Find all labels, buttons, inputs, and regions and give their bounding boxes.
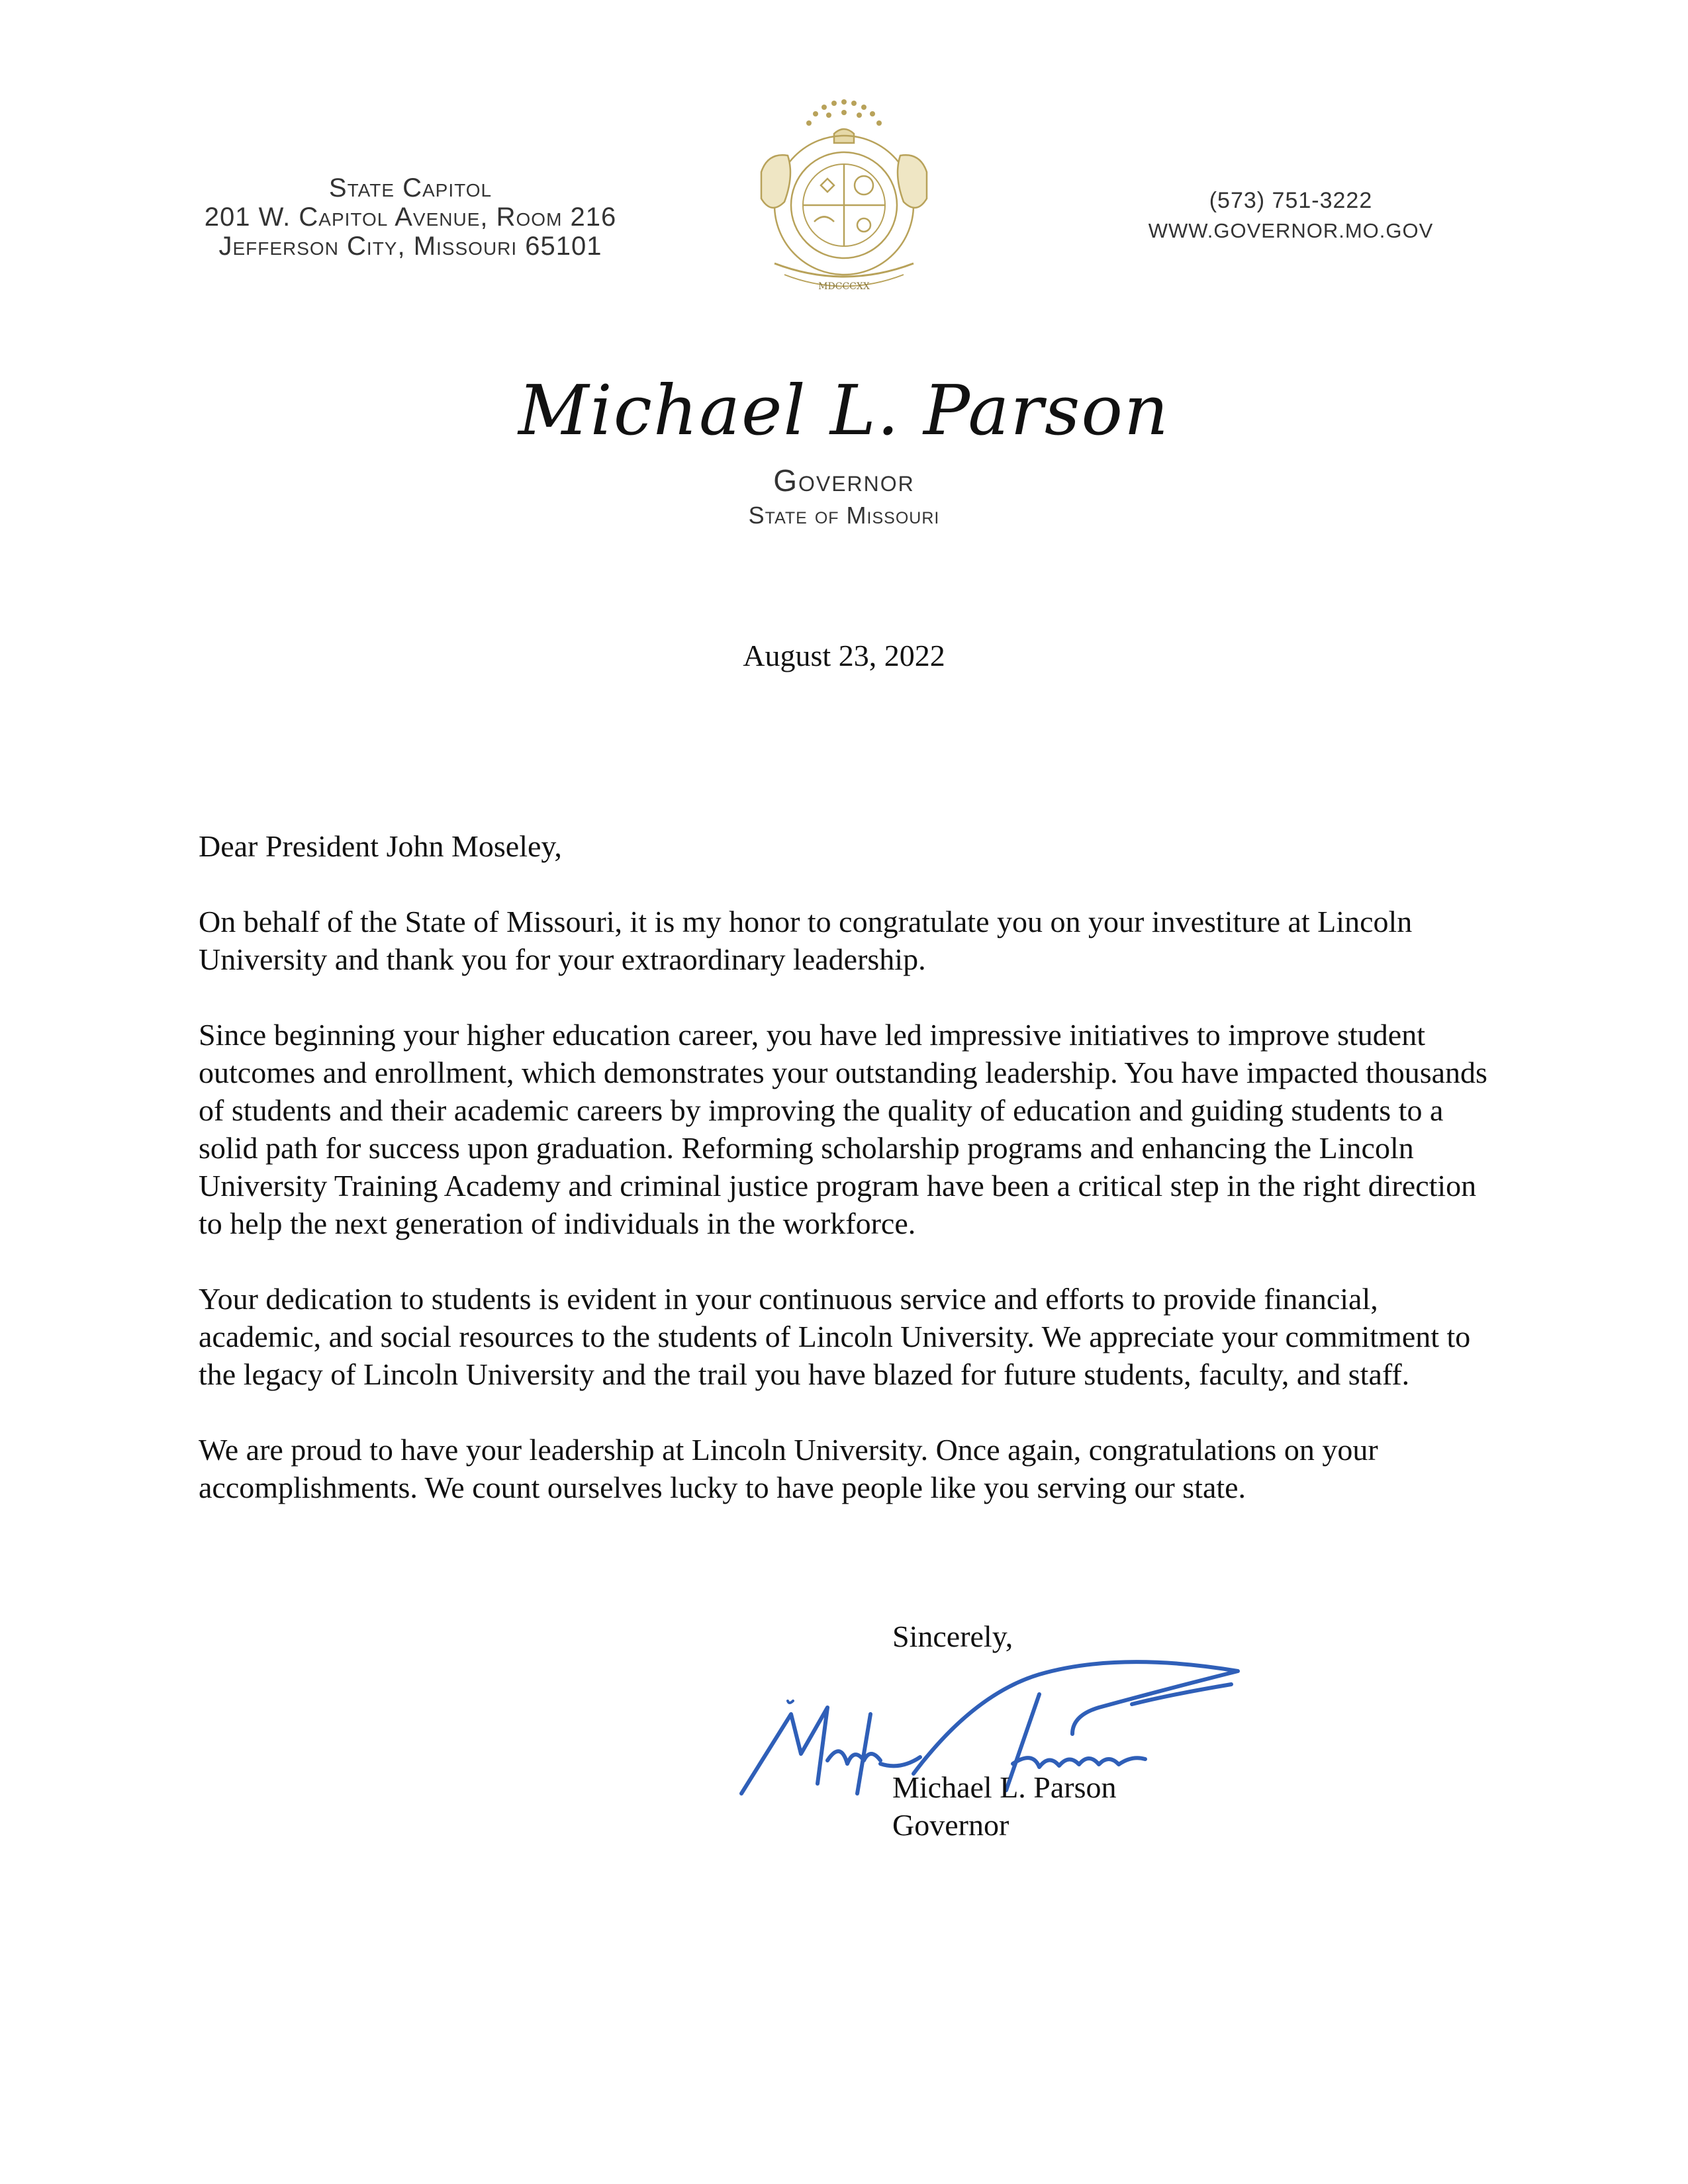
address-line-1: State Capitol <box>328 173 492 203</box>
closing: Sincerely, <box>892 1619 1013 1653</box>
governor-state: State of Missouri <box>748 502 940 529</box>
salutation: Dear President John Moseley, <box>199 829 562 863</box>
missouri-state-seal <box>735 93 953 298</box>
letterhead-address <box>172 173 649 261</box>
address-line-3: Jefferson City, Missouri 65101 <box>218 232 602 261</box>
paragraph-1: On behalf of the State of Missouri, it is my honor to congratulate you on your investiture at Lincoln University and thank you for your extraordinary leadership. <box>199 905 1413 976</box>
governor-title: Governor <box>773 463 915 498</box>
signature-title: Governor <box>892 1808 1009 1842</box>
letter-body <box>199 827 1496 1544</box>
signature-name: Michael L. Parson <box>892 1770 1117 1804</box>
paragraph-3: Your dedication to students is evident in your continuous service and efforts to provide financial, academic, and social resources to the students of Lincoln University. We appreciate your commitment to the legacy of Lincoln University and the trail you have blazed for future students, faculty, and staff. <box>199 1282 1471 1391</box>
paragraph-4: We are proud to have your leadership at Lincoln University. Once again, congratulations on your accomplishments. We count ourselves lucky to have people like you serving our state. <box>199 1433 1378 1504</box>
address-line-2: 201 W. Capitol Avenue, Room 216 <box>204 203 617 232</box>
letter-date: August 23, 2022 <box>743 639 945 672</box>
governor-name-script: Michael L. Parson <box>518 370 1170 451</box>
letterhead-contact <box>1099 185 1483 246</box>
seal-year: MDCCCXX <box>818 281 870 292</box>
website-url: WWW.GOVERNOR.MO.GOV <box>1148 219 1434 242</box>
phone-number: (573) 751-3222 <box>1209 188 1373 213</box>
paragraph-2: Since beginning your higher education career, you have led impressive initiatives to improve student outcomes and enrollment, which demonstrates your outstanding leadership. You have impacted thousands of students and their academic careers by improving the quality of education and guiding students to a solid path for success upon graduation. Reforming scholarship programs and enhancing the Lincoln University Training Academy and criminal justice program have been a critical step in the right direction to help the next generation of individuals in the workforce. <box>199 1018 1487 1240</box>
